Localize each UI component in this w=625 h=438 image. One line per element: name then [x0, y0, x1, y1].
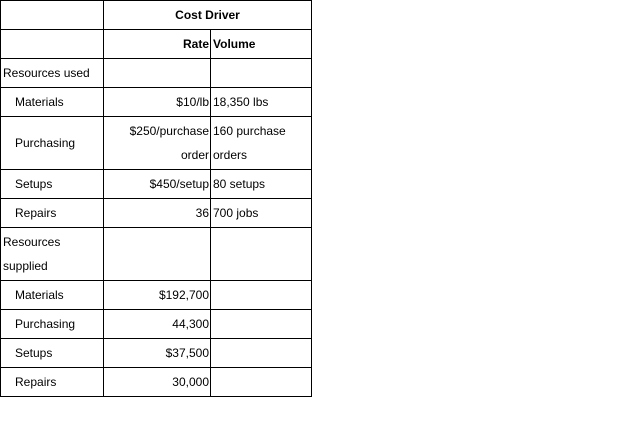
rate-cell: 36: [104, 199, 211, 228]
header-row-columns: [1, 30, 312, 59]
amount-cell: 30,000: [104, 368, 211, 397]
amount-cell: 44,300: [104, 310, 211, 339]
section-row-resources-supplied: [1, 228, 312, 281]
rate-cell: $450/setup: [104, 170, 211, 199]
table-row: [1, 368, 312, 397]
empty-cell: [211, 339, 312, 368]
empty-cell: [211, 59, 312, 88]
row-label: Setups: [1, 339, 104, 368]
header-row-group: [1, 1, 312, 30]
row-label: Materials: [1, 281, 104, 310]
amount-cell: $192,700: [104, 281, 211, 310]
rate-cell: $10/lb: [104, 88, 211, 117]
empty-cell: [211, 368, 312, 397]
empty-cell: [104, 59, 211, 88]
row-label: Repairs: [1, 199, 104, 228]
rate-cell: $250/purchase order: [104, 117, 211, 170]
volume-cell: 160 purchase orders: [211, 117, 312, 170]
table-row: [1, 117, 312, 170]
empty-cell: [211, 281, 312, 310]
rate-column-header: Rate: [104, 30, 211, 59]
table-row: [1, 199, 312, 228]
row-label: Purchasing: [1, 310, 104, 339]
section-row-resources-used: [1, 59, 312, 88]
cost-driver-table-container: [0, 0, 312, 397]
volume-cell: 18,350 lbs: [211, 88, 312, 117]
table-row: [1, 88, 312, 117]
row-label: Repairs: [1, 368, 104, 397]
row-label: Materials: [1, 88, 104, 117]
table-row: [1, 310, 312, 339]
volume-cell: 80 setups: [211, 170, 312, 199]
header-empty-cell: [1, 30, 104, 59]
empty-cell: [104, 228, 211, 281]
empty-cell: [211, 310, 312, 339]
volume-column-header: Volume: [211, 30, 312, 59]
row-label: Setups: [1, 170, 104, 199]
section-label-resources-supplied: Resources supplied: [1, 228, 104, 281]
header-empty-cell: [1, 1, 104, 30]
table-row: [1, 339, 312, 368]
row-label: Purchasing: [1, 117, 104, 170]
section-label-resources-used: Resources used: [1, 59, 104, 88]
amount-cell: $37,500: [104, 339, 211, 368]
table-row: [1, 281, 312, 310]
empty-cell: [211, 228, 312, 281]
cost-driver-table: [0, 0, 312, 397]
table-row: [1, 170, 312, 199]
cost-driver-header: Cost Driver: [104, 1, 312, 30]
volume-cell: 700 jobs: [211, 199, 312, 228]
